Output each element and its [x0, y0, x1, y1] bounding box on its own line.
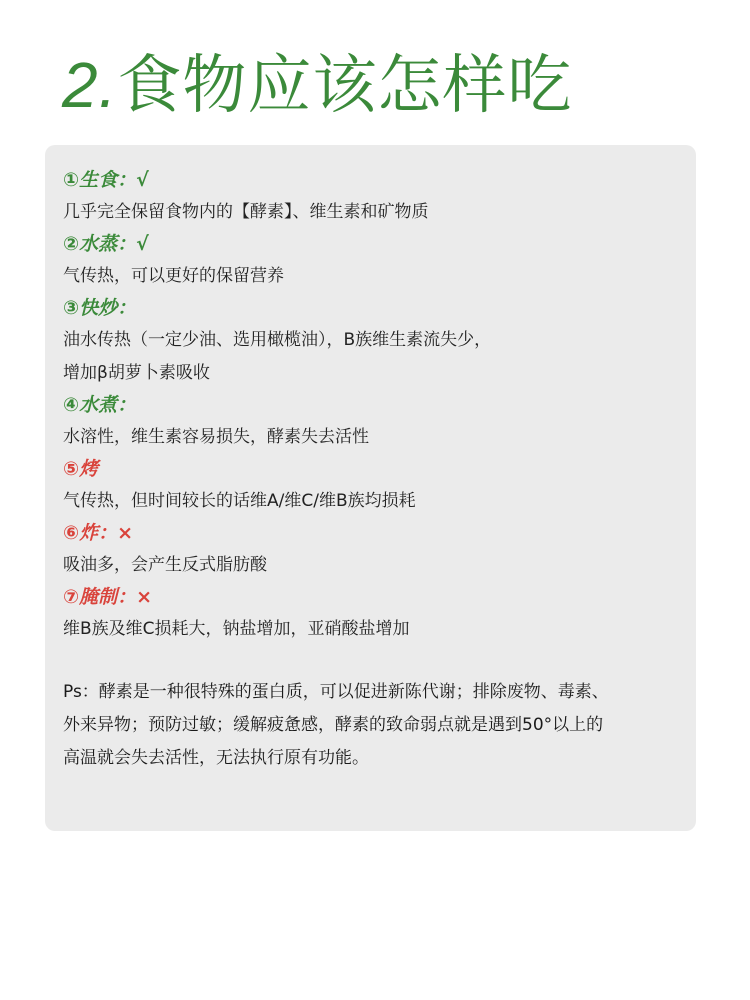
method-description: 油水传热（一定少油、选用橄榄油），B族维生素流失少，	[63, 330, 492, 350]
ps-line: 高温就会失去活性，无法执行原有功能。	[63, 748, 369, 768]
method-boil	[63, 390, 683, 454]
method-heading: ③快炒：	[63, 297, 137, 319]
method-pickle	[63, 582, 683, 646]
method-stir-fry	[63, 293, 683, 390]
content-card	[45, 145, 696, 831]
spacer	[63, 646, 683, 676]
method-roast	[63, 454, 683, 518]
method-raw	[63, 165, 683, 229]
method-description: 气传热，但时间较长的话维A/维C/维B族均损耗	[63, 491, 416, 511]
method-heading: ⑥炸：×	[63, 522, 134, 544]
method-heading: ①生食：√	[63, 169, 149, 191]
method-description: 气传热，可以更好的保留营养	[63, 266, 284, 286]
method-deep-fry	[63, 518, 683, 582]
method-description: 维B族及维C损耗大，钠盐增加，亚硝酸盐增加	[63, 619, 410, 639]
method-heading: ④水煮：	[63, 394, 137, 416]
method-steam	[63, 229, 683, 293]
method-heading: ②水蒸：√	[63, 233, 149, 255]
ps-line: 外来异物；预防过敏；缓解疲惫感，酵素的致命弱点就是遇到50°以上的	[63, 715, 604, 735]
ps-line: Ps：酵素是一种很特殊的蛋白质，可以促进新陈代谢；排除废物、毒素、	[63, 682, 609, 702]
page-title	[62, 40, 572, 131]
method-description: 增加β胡萝卜素吸收	[63, 363, 210, 383]
method-description: 水溶性，维生素容易损失，酵素失去活性	[63, 427, 369, 447]
method-description: 吸油多，会产生反式脂肪酸	[63, 555, 267, 575]
method-heading: ⑤烤	[63, 458, 99, 480]
title-text: 食物应该怎样吃	[117, 49, 573, 123]
title-number: 2.	[62, 49, 118, 121]
content-body	[63, 165, 683, 775]
method-heading: ⑦腌制：×	[63, 586, 153, 608]
ps-note	[63, 676, 681, 775]
method-description: 几乎完全保留食物内的【酵素】、维生素和矿物质	[63, 202, 429, 222]
